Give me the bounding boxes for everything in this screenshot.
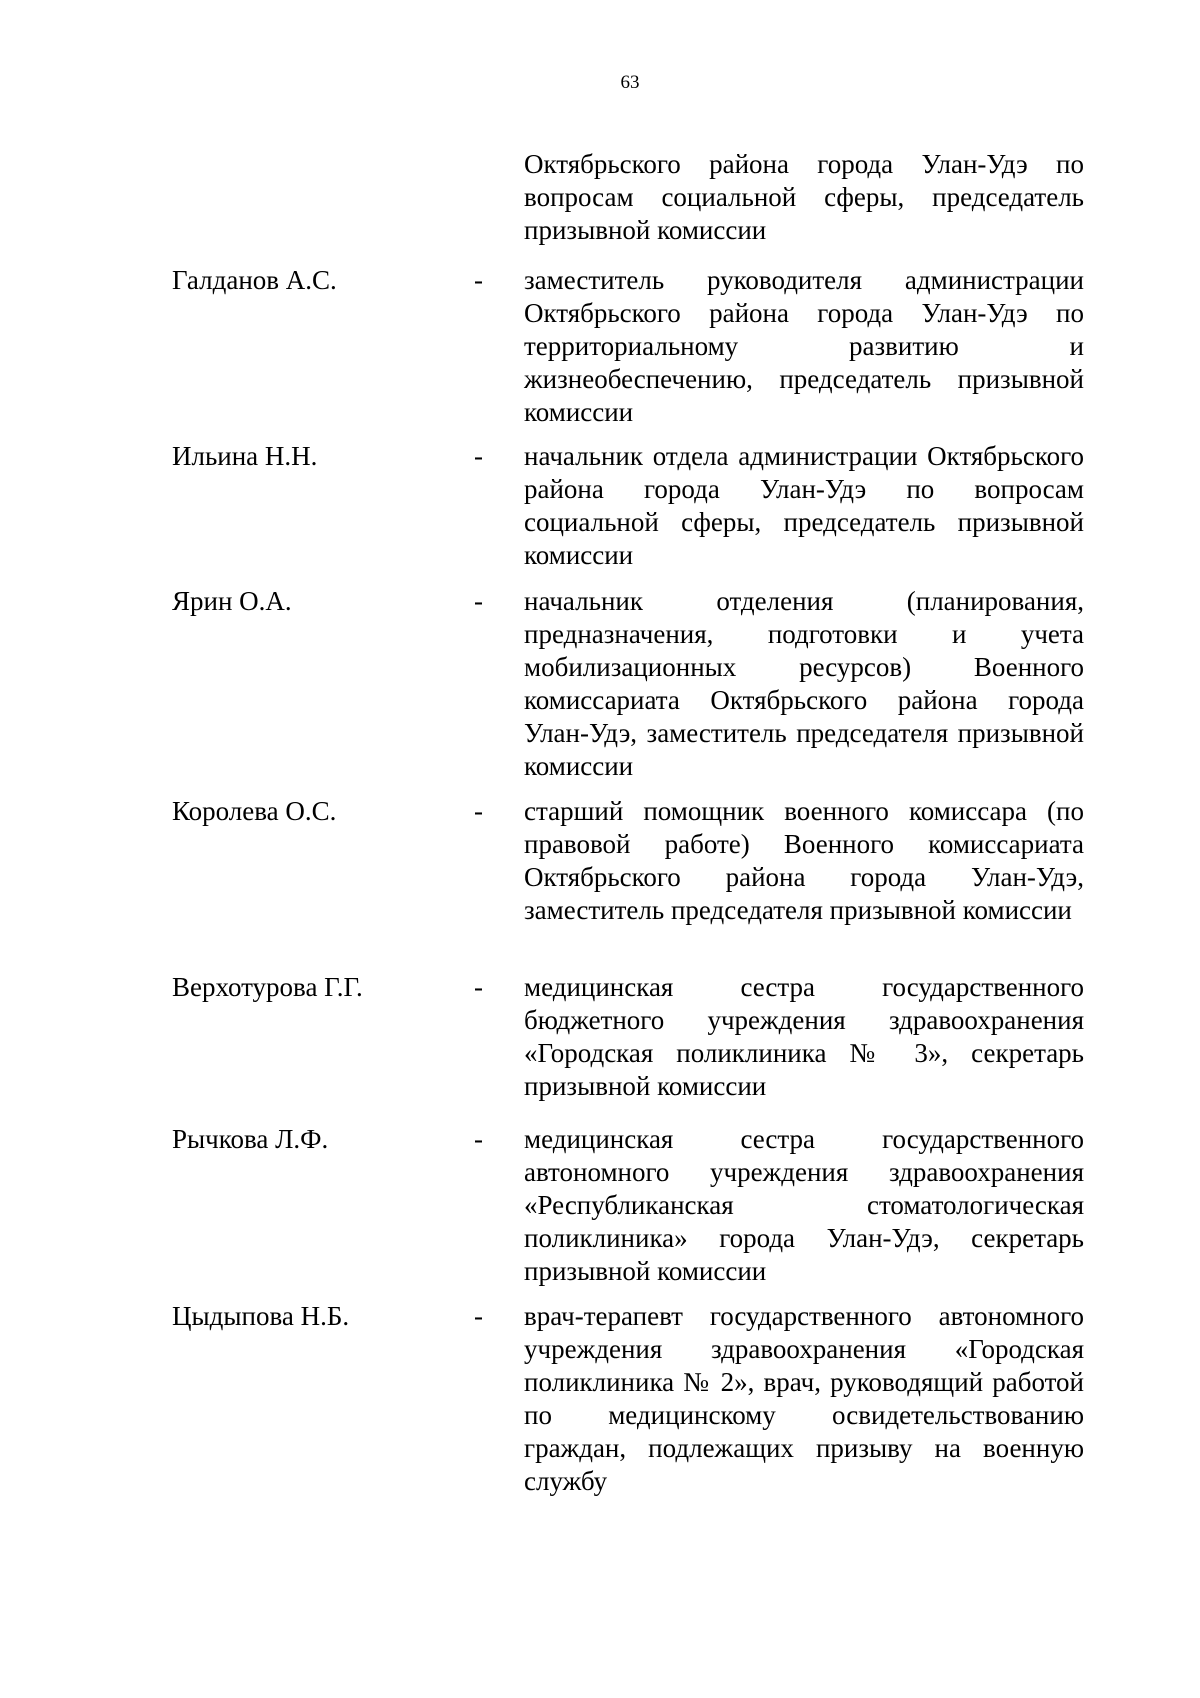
list-item: [0, 264, 1200, 440]
separator-dash: -: [474, 1301, 483, 1331]
separator-dash: -: [474, 265, 483, 295]
separator-dash: -: [474, 796, 483, 826]
member-position: заместитель руководителя администрации Октябрьского района города Улан-Удэ по территориальному развитию и жизнеобеспечению, председатель призывной комиссии: [524, 265, 1084, 427]
member-name: Ярин О.А.: [172, 586, 292, 616]
member-name: Рычкова Л.Ф.: [172, 1124, 329, 1154]
page-number: 63: [620, 72, 640, 93]
list-item: [0, 1123, 1200, 1300]
member-position: начальник отделения (планирования, предназначения, подготовки и учета мобилизационных ресурсов) Военного комиссариата Октябрьского района города Улан-Удэ, заместитель председателя призывной комиссии: [524, 586, 1084, 781]
member-position: начальник отдела администрации Октябрьского района города Улан-Удэ по вопросам социальной сферы, председатель призывной комиссии: [524, 441, 1084, 570]
member-position: медицинская сестра государственного бюджетного учреждения здравоохранения «Городская поликлиника № 3», секретарь призывной комиссии: [524, 972, 1084, 1101]
member-position: медицинская сестра государственного автономного учреждения здравоохранения «Республиканская стоматологическая поликлиника» города Улан-Удэ, секретарь призывной комиссии: [524, 1124, 1084, 1286]
continuation-entry: [0, 148, 1200, 264]
list-item: [0, 1300, 1200, 1500]
member-position: старший помощник военного комиссара (по правовой работе) Военного комиссариата Октябрьского района города Улан-Удэ, заместитель председателя призывной комиссии: [524, 796, 1084, 925]
separator-dash: -: [474, 1124, 483, 1154]
member-name: Ильина Н.Н.: [172, 441, 318, 471]
separator-dash: -: [474, 586, 483, 616]
member-name: Верхотурова Г.Г.: [172, 972, 363, 1002]
member-name: Цыдыпова Н.Б.: [172, 1301, 350, 1331]
list-item: [0, 795, 1200, 971]
list-item: [0, 585, 1200, 795]
continuation-description: Октябрьского района города Улан-Удэ по вопросам социальной сферы, председатель призывной комиссии: [524, 149, 1084, 245]
member-name: Королева О.С.: [172, 796, 337, 826]
list-item: [0, 440, 1200, 585]
member-position: врач-терапевт государственного автономного учреждения здравоохранения «Городская поликлиника № 2», врач, руководящий работой по медицинскому освидетельствованию граждан, подлежащих призыву на военную службу: [524, 1301, 1084, 1496]
list-item: [0, 971, 1200, 1123]
member-name: Галданов А.С.: [172, 265, 337, 295]
separator-dash: -: [474, 441, 483, 471]
separator-dash: -: [474, 972, 483, 1002]
commission-list: [0, 148, 1200, 1500]
